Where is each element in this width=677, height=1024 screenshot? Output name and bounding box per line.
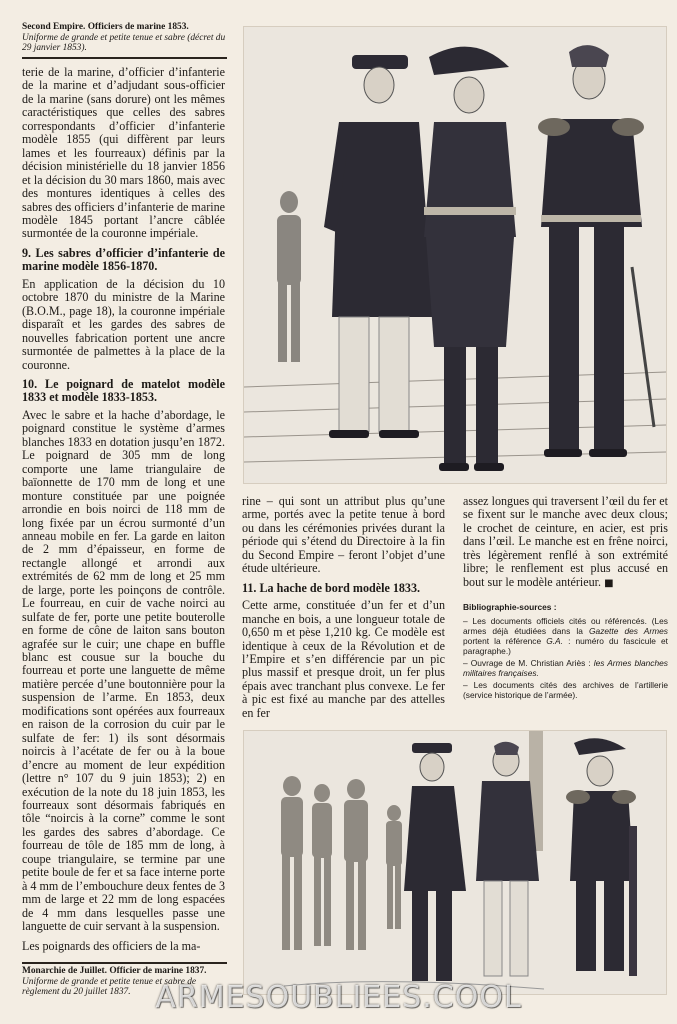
bibliography [463, 602, 668, 700]
paragraph: terie de la marine, d’officier d’infanterie de la marine et d’adjudant sous-officier de la marine (sans dorure) ont les mêmes caractéristiques que celles des sabres correspondants d’officier d’infanterie modèle 1855 (qui diffèrent par leurs lames et les fourreaux) définis par la décision ministérielle du 18 janvier 1856 et la décision du 30 mars 1860, mais avec des montures identiques à celles des sabres des officiers d’infanterie de marine modèle 1845 portant l’ancre câblée surmontée de la couronne impériale. [22, 65, 225, 241]
end-mark-icon: ■ [604, 577, 614, 589]
paragraph: En application de la décision du 10 octobre 1870 du ministre de la Marine (B.O.M., page 18), la couronne impériale disparaît et les gardes des sabres de nouvelles fabrication portent une ancre surmontée de palmettes à la place de la couronne. [22, 276, 225, 372]
biblio-text: – Les documents officiels cités ou référencés. (Les armes déjà étudiées dans la [463, 616, 668, 637]
paragraph: Avec le sabre et la hache d’abordage, le poignard constitue le système d’armes blanches 1833 en dotation jusqu’en 1872. Le poignard de 305 mm de long comporte une lame triangulaire de baïonnette de 170 mm de long et une monture constituée par une poignée arrondie en bois noirci de 118 mm de long fixée par un écrou surmonté d’un anneau mobile en fer. La garde en laiton de 2 mm d’épaisseur, en forme de rectangle allongé et arrondi aux extrémités de 62 mm de long et 25 mm de large, porte les poinçons de contrôle. Le fourreau, en cuir de vache noirci au sulfate de fer, porte une petite bouterolle en forme de cône de laiton sans bouton agrafée sur le cuir; une chape en buffle blanc est cousue sur la bouche du fourreau et porte une languette de même matière percée d’une boutonnière pour la suspension de l’arme. En 1853, deux modifications sont opérées aux fourreaux en raison de la corrosion du cuir par le sulfate de fer: 1) ils sont désormais noircis à l’acétate de fer ou à la boue d’encre au moment de leur expédition (lettre n° 107 du 9 juin 1853); 2) en exécution de la note du 18 juin 1853, les fourreaux sont désormais fabriqués en tôle “noircis à la corne” comme le sont les gardes des sabres d’abordage. Ce fourreau de tôle de 185 mm de long, à coupe triangulaire, se termine par une petite boule de fer et sa face interne porte à 4 mm de l’embouchure deux fentes de 3 mm de large et 22 mm de long espacées de 4 mm dans lesquelles passe une languette de cuir servant à la suspension. [22, 407, 225, 934]
caption-bottom-title: Monarchie de Juillet. Officier de marine 1837. [22, 966, 207, 976]
caption-top-title: Second Empire. Officiers de marine 1853. [22, 22, 189, 32]
paragraph: rine – qui sont un attribut plus qu’une arme, portés avec la petite tenue à bord ou dans les cérémonies privées durant la période qui s’étend du Directoire à la fin du Second Empire – feront l’objet d’une étude ultérieure. [242, 494, 445, 576]
watermark: ARMESOUBLIEES.COOL [155, 980, 522, 1015]
bibliography-item [463, 658, 668, 678]
section-heading-11: 11. La hache de bord modèle 1833. [242, 580, 421, 595]
text-column-right [463, 495, 668, 702]
text-column-left [22, 66, 225, 959]
biblio-text: portent la référence [463, 636, 547, 647]
paragraph: Les poignards des officiers de la ma- [22, 938, 201, 953]
text-column-middle [242, 495, 445, 724]
caption-rule [22, 57, 227, 59]
section-heading-9: 9. Les sabres d’officier d’infanterie de marine modèle 1856-1870. [22, 245, 225, 274]
biblio-italic: les Armes blanches militaires françaises. [463, 658, 668, 679]
illustration-naval-officers-1837 [243, 730, 667, 995]
paragraph-text: assez longues qui traversent l’œil du fer et se fixent sur le manche avec deux clous; le crochet de ceinture, en acier, est pris dans l’œil. Le manche est en frêne noirci, très légèrement renflé à son extrémité libre; le renflement est plus accusé en bout sur le modèle antérieur. [463, 494, 668, 589]
illustration-naval-officers-1853 [243, 26, 667, 484]
section-heading-10: 10. Le poignard de matelot modèle 1833 et modèle 1833-1853. [22, 376, 225, 405]
caption-rule [22, 962, 227, 964]
biblio-text: – Ouvrage de M. Christian Ariès : [463, 658, 594, 669]
paragraph: Cette arme, constituée d’un fer et d’un manche en bois, a une longueur totale de 0,650 m et pèse 1,210 kg. Ce modèle est identique à ceux de la Révolution et de l’Empire et s’en différencie par un pic plus massif et presque droit, un fer plus épais avec tranchant plus convexe. Le fer à pic est fixé au manche par des attelles en fer [242, 598, 445, 720]
biblio-italic: Gazette des Armes [589, 626, 668, 637]
bibliography-title: Bibliographie-sources : [463, 602, 557, 613]
caption-top-subtitle: Uniforme de grande et petite tenue et sabre (décret du 29 janvier 1853). [22, 32, 226, 53]
caption-bottom-subtitle: Uniforme de grande et petite tenue et sabre de règlement du 20 juillet 1837. [22, 976, 197, 997]
biblio-italic: G.A. [546, 636, 563, 647]
bibliography-item [463, 616, 668, 656]
biblio-text: : numéro du fascicule et paragraphe.) [463, 636, 668, 657]
paragraph [463, 495, 668, 590]
bibliography-item: – Les documents cités des archives de l’artillerie (service historique de l’armée). [463, 680, 668, 701]
caption-top [22, 22, 227, 59]
